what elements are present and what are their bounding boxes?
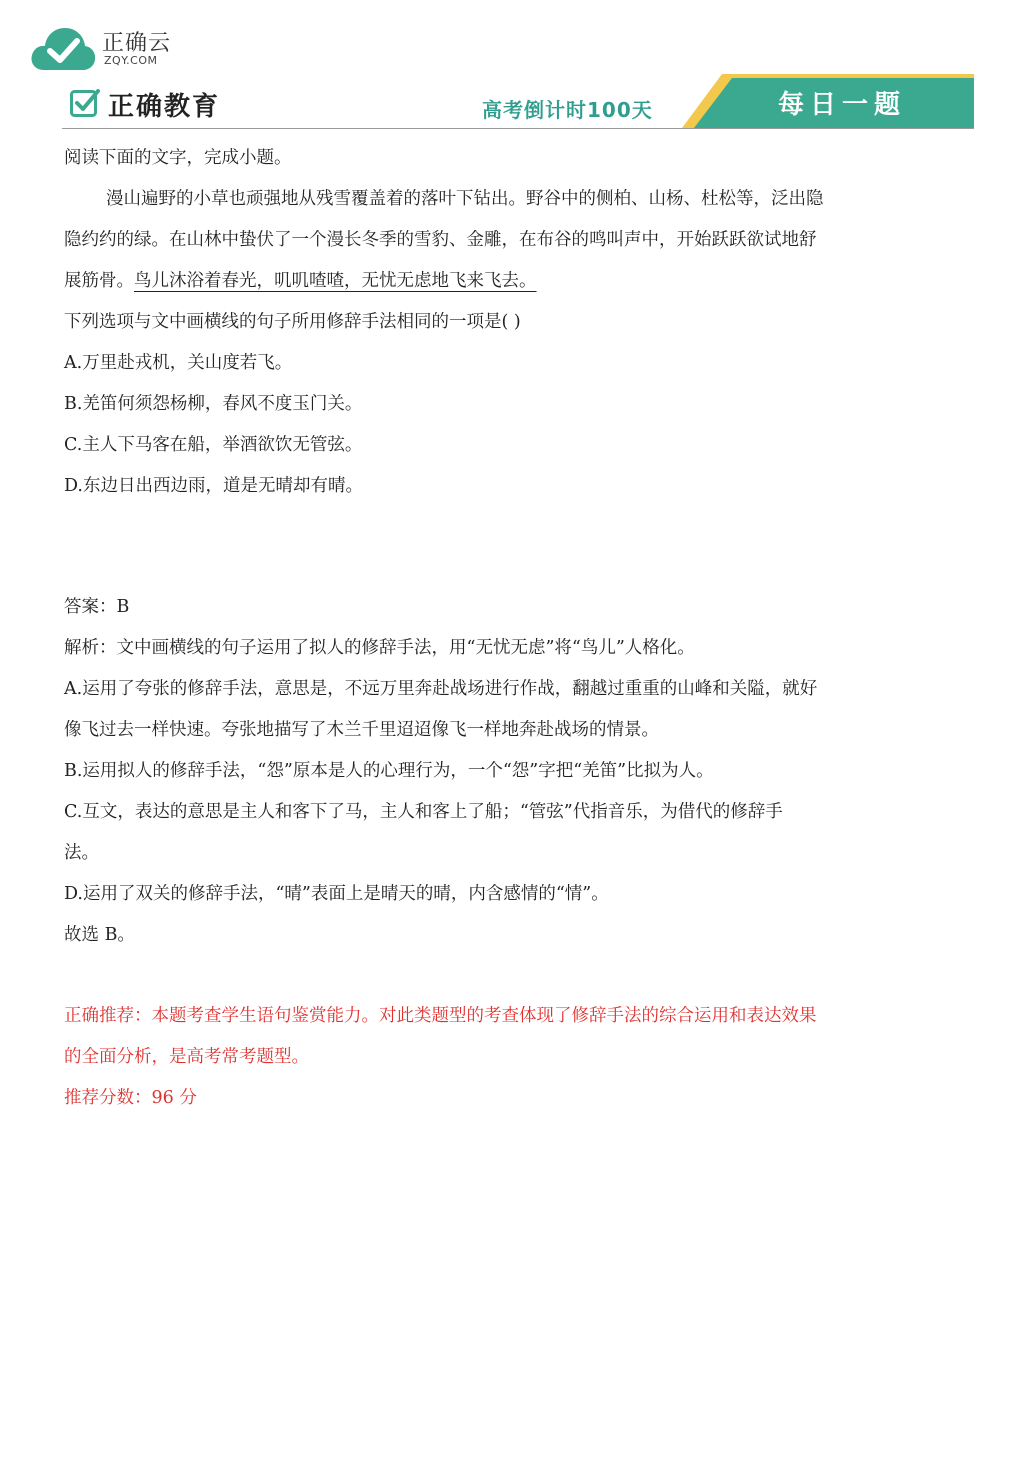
header-divider [62, 128, 974, 129]
recommend-score: 推荐分数：96 分 [64, 1088, 197, 1108]
recommend-line: 正确推荐：本题考查学生语句鉴赏能力。对此类题型的考查体现了修辞手法的综合运用和表达效果 [64, 1006, 817, 1026]
brand-name-en: ZQY.COM [104, 54, 158, 67]
question-prompt: 下列选项与文中画横线的句子所用修辞手法相同的一项是( ) [64, 312, 521, 332]
edu-title: 正确教育 [108, 92, 221, 122]
countdown-text: 高考倒计时100天 [482, 98, 653, 122]
recommend-line: 的全面分析，是高考常考题型。 [64, 1047, 309, 1067]
option-d: D.东边日出西边雨，道是无晴却有晴。 [64, 476, 363, 496]
brand-name-cn: 正确云 [102, 31, 172, 56]
passage-prefix: 展筋骨。 [64, 271, 134, 291]
analysis-c-cont: 法。 [64, 843, 99, 863]
option-c: C.主人下马客在船，举酒欲饮无管弦。 [64, 435, 363, 455]
passage-line: 隐约约的绿。在山林中蛰伏了一个漫长冬季的雪豹、金雕，在布谷的鸣叫声中，开始跃跃欲试地舒 [64, 230, 817, 250]
option-b: B.羌笛何须怨杨柳，春风不度玉门关。 [64, 394, 363, 414]
analysis-a: A.运用了夸张的修辞手法，意思是，不远万里奔赴战场进行作战，翻越过重重的山峰和关隘，就好 [64, 679, 818, 699]
analysis-c: C.互文，表达的意思是主人和客下了马，主人和客上了船；“管弦”代指音乐，为借代的修辞手 [64, 802, 783, 822]
passage-line: 漫山遍野的小草也顽强地从残雪覆盖着的落叶下钻出。野谷中的侧柏、山杨、杜松等，泛出隐 [106, 189, 824, 209]
banner-label: 每日一题 [778, 90, 907, 120]
question-intro: 阅读下面的文字，完成小题。 [64, 148, 292, 168]
checkbox-icon [70, 88, 100, 118]
answer-line: 答案：B [64, 597, 130, 617]
option-a: A.万里赴戎机，关山度若飞。 [64, 353, 293, 373]
analysis-a-cont: 像飞过去一样快速。夸张地描写了木兰千里迢迢像飞一样地奔赴战场的情景。 [64, 720, 659, 740]
question-content [64, 138, 964, 1119]
passage-line [64, 261, 964, 302]
analysis-d: D.运用了双关的修辞手法，“晴”表面上是晴天的晴，内含感情的“情”。 [64, 884, 609, 904]
analysis-line: 解析：文中画横线的句子运用了拟人的修辞手法，用“无忧无虑”将“鸟儿”人格化。 [64, 638, 695, 658]
conclusion: 故选 B。 [64, 925, 135, 945]
page-header [62, 74, 974, 130]
analysis-b: B.运用拟人的修辞手法，“怨”原本是人的心理行为，一个“怨”字把“羌笛”比拟为人。 [64, 761, 714, 781]
check-cloud-icon [30, 24, 96, 74]
underlined-sentence: 鸟儿沐浴着春光，叽叽喳喳，无忧无虑地飞来飞去。 [134, 271, 537, 291]
zqy-logo [30, 20, 200, 76]
